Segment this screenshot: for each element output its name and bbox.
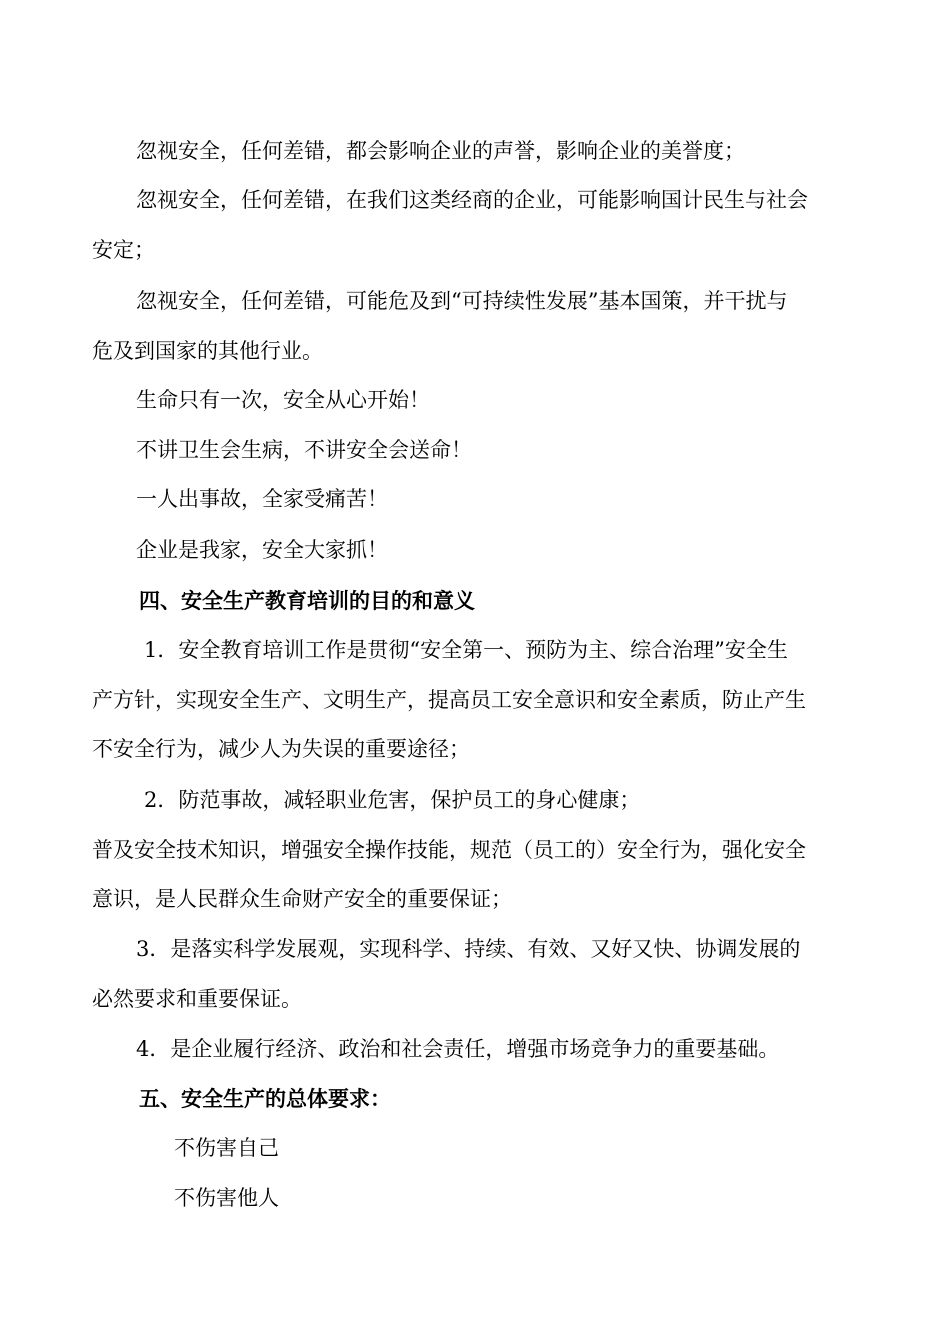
paragraph-line: 忽视安全，任何差错，在我们这类经商的企业，可能影响国计民生与社会 xyxy=(136,188,808,212)
paragraph-line: 必然要求和重要保证。 xyxy=(92,987,302,1011)
list-item-line: 1．安全教育培训工作是贯彻“安全第一、预防为主、综合治理”安全生 xyxy=(144,638,788,662)
paragraph-line: 不安全行为，减少人为失误的重要途径； xyxy=(92,737,470,761)
requirement-line: 不伤害自己 xyxy=(174,1136,279,1160)
slogan-line: 企业是我家，安全大家抓！ xyxy=(136,538,388,562)
paragraph-line: 意识，是人民群众生命财产安全的重要保证； xyxy=(92,887,512,911)
section-heading: 四、安全生产教育培训的目的和意义 xyxy=(139,589,475,613)
list-item-line: 3．是落实科学发展观，实现科学、持续、有效、又好又快、协调发展的 xyxy=(136,937,801,961)
paragraph-line: 产方针，实现安全生产、文明生产，提高员工安全意识和安全素质，防止产生 xyxy=(92,688,806,712)
paragraph-line: 忽视安全，任何差错，都会影响企业的声誉，影响企业的美誉度； xyxy=(136,139,745,163)
slogan-line: 一人出事故，全家受痛苦！ xyxy=(136,487,388,511)
slogan-line: 生命只有一次，安全从心开始！ xyxy=(136,388,430,412)
paragraph-line: 危及到国家的其他行业。 xyxy=(92,339,323,363)
paragraph-line: 忽视安全，任何差错，可能危及到“可持续性发展”基本国策，并干扰与 xyxy=(136,289,788,313)
requirement-line: 不伤害他人 xyxy=(174,1186,279,1210)
slogan-line: 不讲卫生会生病，不讲安全会送命！ xyxy=(136,438,472,462)
section-heading: 五、安全生产的总体要求： xyxy=(139,1087,391,1111)
list-item-line: 2．防范事故，减轻职业危害，保护员工的身心健康； xyxy=(144,788,641,812)
paragraph-line: 安定； xyxy=(92,238,155,262)
list-item-line: 4．是企业履行经济、政治和社会责任，增强市场竞争力的重要基础。 xyxy=(136,1037,780,1061)
paragraph-line: 普及安全技术知识，增强安全操作技能，规范（员工的）安全行为，强化安全 xyxy=(92,838,806,862)
